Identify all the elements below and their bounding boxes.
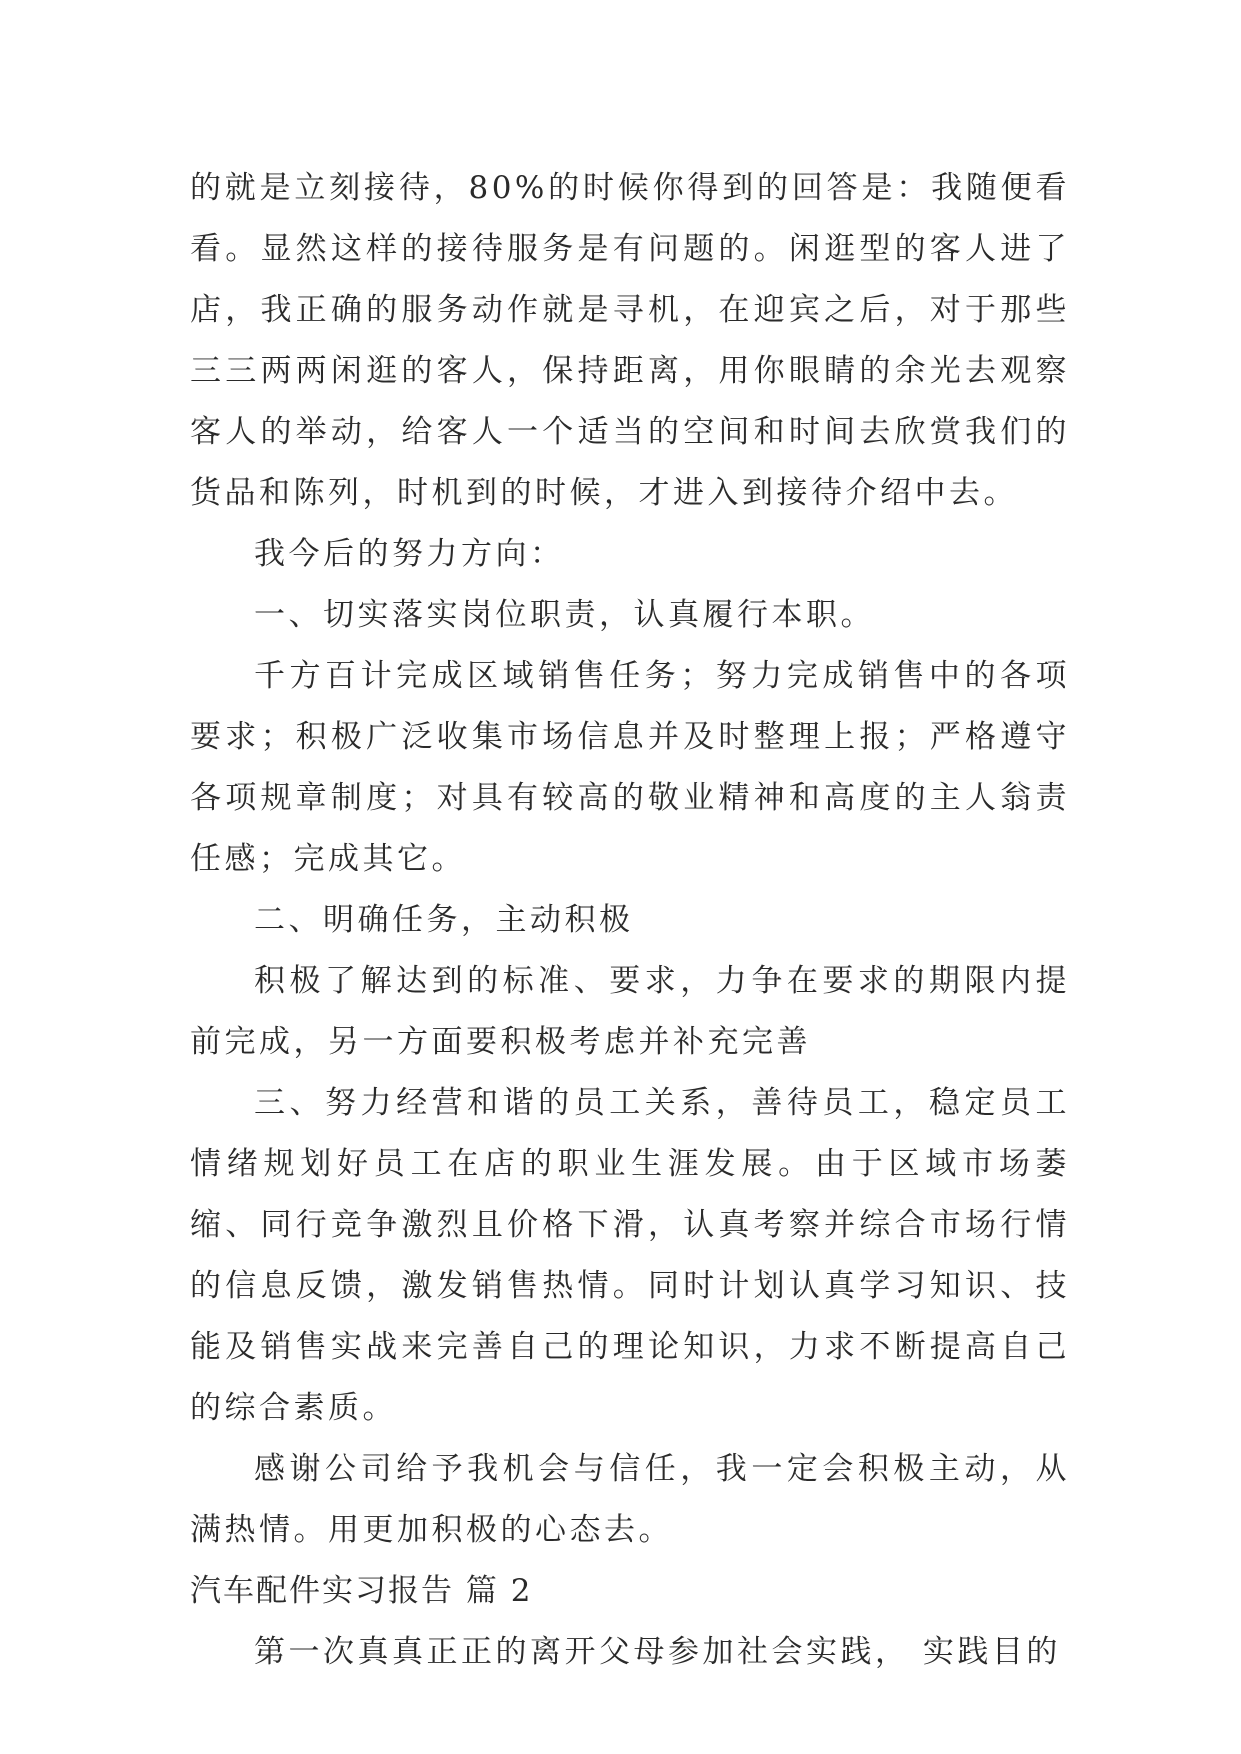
paragraph-item-one-title: 一、切实落实岗位职责，认真履行本职。 [254, 597, 875, 633]
paragraph-item-one-body: 千方百计完成区域销售任务；努力完成销售中的各项要求；积极广泛收集市场信息并及时整理上报；严格遵守各项规章制度；对具有较高的敬业精神和高度的主人翁责任感；完成其它。 [190, 658, 1070, 877]
paragraph-thanks: 感谢公司给予我机会与信任，我一定会积极主动，从满热情。用更加积极的心态去。 [190, 1451, 1070, 1548]
paragraph-section-two-start: 第一次真真正正的离开父母参加社会实践， 实践目的 [254, 1634, 1061, 1670]
paragraph-effort-direction: 我今后的努力方向： [254, 536, 565, 572]
document-body [190, 158, 1070, 1683]
paragraph-item-two-body: 积极了解达到的标准、要求，力争在要求的期限内提前完成，另一方面要积极考虑并补充完善 [190, 963, 1070, 1060]
paragraph-item-two-title: 二、明确任务，主动积极 [254, 902, 634, 938]
paragraph-continuation: 的就是立刻接待，80%的时候你得到的回答是：我随便看看。显然这样的接待服务是有问题的。闲逛型的客人进了店，我正确的服务动作就是寻机，在迎宾之后，对于那些三三两两闲逛的客人，保持距离，用你眼睛的余光去观察客人的举动，给客人一个适当的空间和时间去欣赏我们的货品和陈列，时机到的时候，才进入到接待介绍中去。 [190, 170, 1070, 511]
paragraph-item-three: 三、努力经营和谐的员工关系，善待员工，稳定员工情绪规划好员工在店的职业生涯发展。由于区域市场萎缩、同行竞争激烈且价格下滑，认真考察并综合市场行情的信息反馈，激发销售热情。同时计划认真学习知识、技能及销售实战来完善自己的理论知识，力求不断提高自己的综合素质。 [190, 1085, 1070, 1426]
section-heading: 汽车配件实习报告 篇 2 [190, 1573, 533, 1609]
